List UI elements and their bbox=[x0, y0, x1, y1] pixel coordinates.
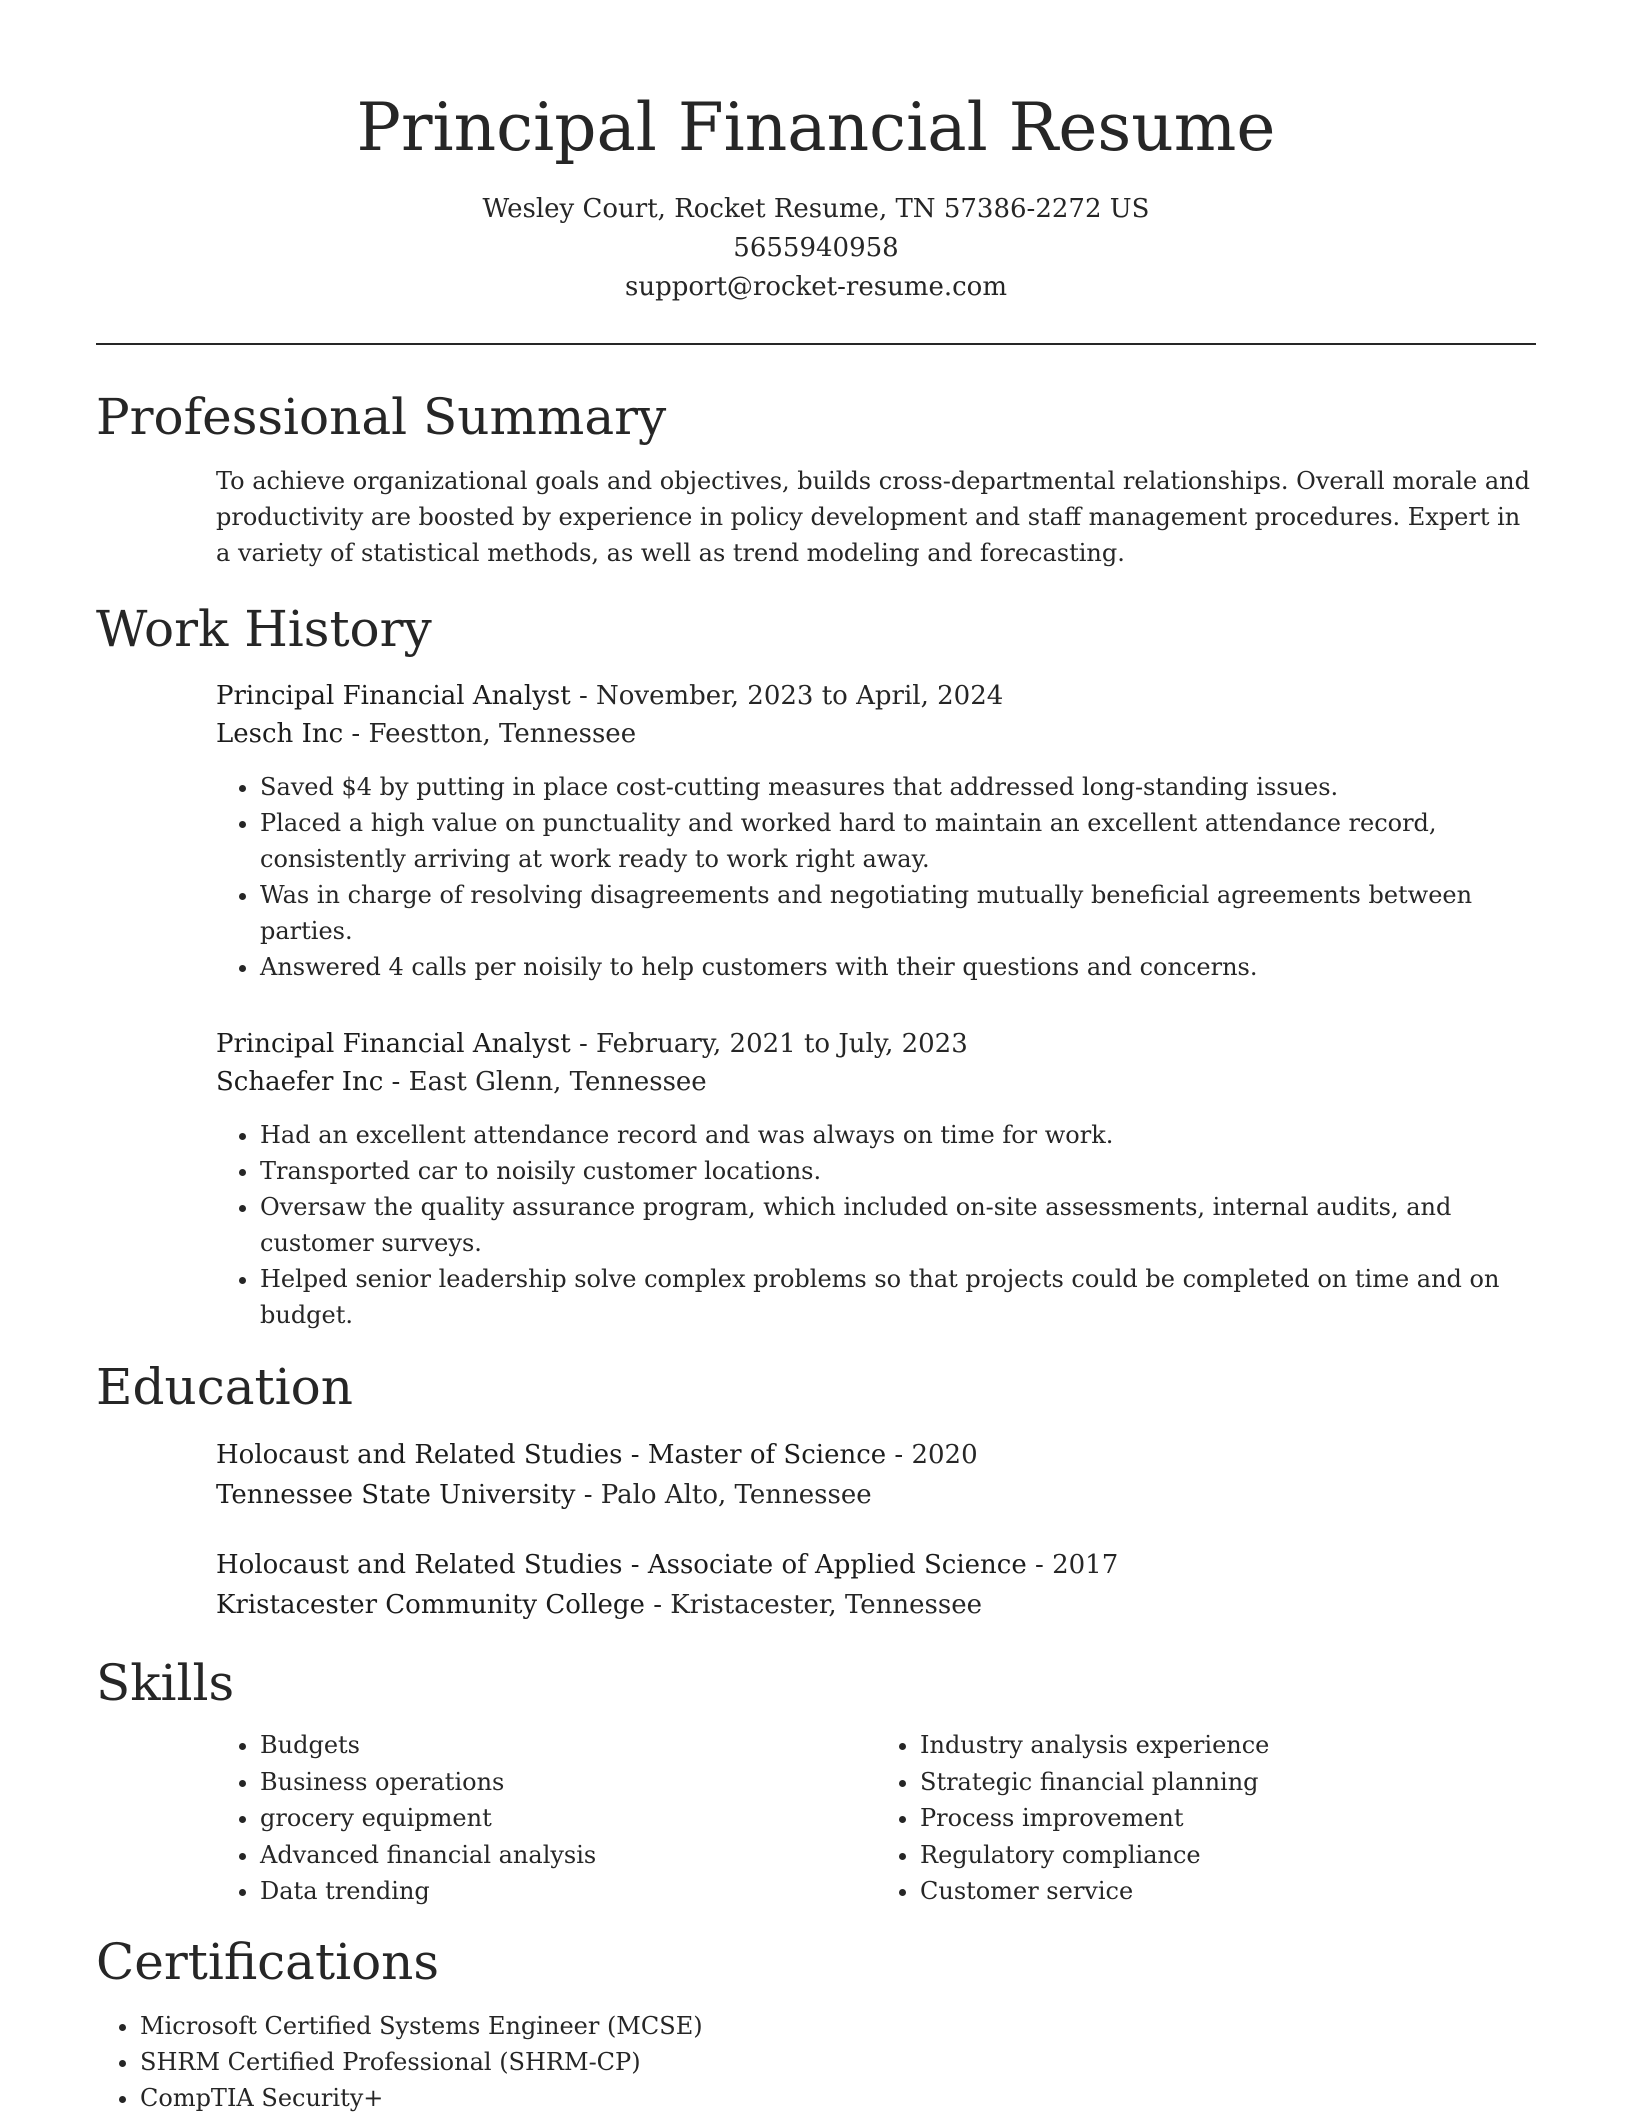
job-title-line bbox=[216, 1025, 1536, 1063]
job-bullet: • Helped senior leadership solve complex problems so that projects could be completed on time and on budget. bbox=[260, 1261, 1536, 1333]
skill-item: • grocery equipment bbox=[260, 1800, 876, 1837]
education-location: - Kristacester, Tennessee bbox=[644, 1590, 982, 1620]
section-heading-summary: Professional Summary bbox=[96, 388, 667, 446]
header-divider bbox=[96, 343, 1536, 345]
education-degree-line bbox=[216, 1545, 1536, 1585]
certification-item: • CompTIA Security+ bbox=[140, 2080, 1536, 2116]
job-bullet: • Placed a high value on punctuality and worked hard to maintain an excellent attendance record, consistently arriving at work ready to work right away. bbox=[260, 805, 1536, 877]
certification-item: • Microsoft Certified Systems Engineer (MCSE) bbox=[140, 2008, 1536, 2044]
skill-item: • Regulatory compliance bbox=[920, 1837, 1536, 1874]
skill-item: • Strategic financial planning bbox=[920, 1764, 1536, 1801]
skill-item: • Customer service bbox=[920, 1873, 1536, 1910]
job-company: Lesch Inc bbox=[216, 719, 344, 749]
job-bullet: • Transported car to noisily customer locations. bbox=[260, 1153, 1536, 1189]
education-degree: - Master of Science bbox=[622, 1440, 887, 1470]
job-title: Principal Financial Analyst bbox=[216, 1029, 571, 1059]
job-bullet: • Saved $4 by putting in place cost-cutting measures that addressed long-standing issues. bbox=[260, 769, 1536, 805]
education-degree: - Associate of Applied Science bbox=[622, 1550, 1027, 1580]
education-school: Tennessee State University bbox=[216, 1480, 576, 1510]
section-heading-certifications: Certifications bbox=[96, 1932, 440, 1991]
job-bullet: • Had an excellent attendance record and was always on time for work. bbox=[260, 1117, 1536, 1153]
skill-item: • Process improvement bbox=[920, 1800, 1536, 1837]
education-field: Holocaust and Related Studies bbox=[216, 1440, 623, 1470]
education-school-line bbox=[216, 1475, 1536, 1515]
skills-column-right bbox=[876, 1727, 1536, 1910]
skill-item: • Advanced financial analysis bbox=[260, 1837, 876, 1874]
job-bullet: • Was in charge of resolving disagreements and negotiating mutually beneficial agreements between parties. bbox=[260, 877, 1536, 949]
education-degree-line bbox=[216, 1435, 1536, 1475]
skill-item: • Budgets bbox=[260, 1727, 876, 1764]
job-company: Schaefer Inc bbox=[216, 1067, 384, 1097]
job-bullet: • Answered 4 calls per noisily to help customers with their questions and concerns. bbox=[260, 949, 1536, 985]
job-dates: - February, 2021 to July, 2023 bbox=[570, 1029, 968, 1059]
skills-column-left bbox=[216, 1727, 876, 1910]
job-dates: - November, 2023 to April, 2024 bbox=[570, 681, 1004, 711]
job-entry bbox=[216, 1025, 1536, 1333]
job-bullet: • Oversaw the quality assurance program, which included on-site assessments, internal audits, and customer surveys. bbox=[260, 1189, 1536, 1261]
job-title-line bbox=[216, 677, 1536, 715]
section-heading-education: Education bbox=[96, 1358, 353, 1416]
contact-address: Wesley Court, Rocket Resume, TN 57386-2272 US bbox=[482, 194, 1150, 224]
education-school: Kristacester Community College bbox=[216, 1590, 645, 1620]
education-year: - 2020 bbox=[886, 1440, 978, 1470]
summary-text: To achieve organizational goals and objectives, builds cross-departmental relationships. Overall morale and productivity are boosted by experience in policy development and staff management procedures. Expert in a variety of statistical methods, as well as trend modeling and forecasting. bbox=[216, 467, 1530, 567]
section-heading-work-history: Work History bbox=[96, 600, 432, 658]
skills-grid bbox=[216, 1727, 1536, 1910]
resume-title: Principal Financial Resume bbox=[356, 89, 1276, 166]
education-location: - Palo Alto, Tennessee bbox=[575, 1480, 872, 1510]
skill-item: • Business operations bbox=[260, 1764, 876, 1801]
contact-block bbox=[96, 190, 1536, 307]
job-location: - East Glenn, Tennessee bbox=[383, 1067, 707, 1097]
certification-item: • SHRM Certified Professional (SHRM-CP) bbox=[140, 2044, 1536, 2080]
contact-phone: 5655940958 bbox=[733, 233, 899, 263]
job-location: - Feestton, Tennessee bbox=[343, 719, 637, 749]
section-heading-skills: Skills bbox=[96, 1654, 235, 1712]
job-entry bbox=[216, 677, 1536, 985]
education-school-line bbox=[216, 1585, 1536, 1625]
education-entry bbox=[216, 1435, 1536, 1515]
skill-item: • Data trending bbox=[260, 1873, 876, 1910]
job-bullets bbox=[216, 1117, 1536, 1333]
job-company-line bbox=[216, 715, 1536, 753]
education-year: - 2017 bbox=[1026, 1550, 1119, 1580]
job-title: Principal Financial Analyst bbox=[216, 681, 571, 711]
contact-email: support@rocket-resume.com bbox=[624, 272, 1007, 302]
certification-list bbox=[96, 2008, 1536, 2116]
job-bullets bbox=[216, 769, 1536, 985]
education-entry bbox=[216, 1545, 1536, 1625]
skill-item: • Industry analysis experience bbox=[920, 1727, 1536, 1764]
job-company-line bbox=[216, 1063, 1536, 1101]
education-field: Holocaust and Related Studies bbox=[216, 1550, 623, 1580]
